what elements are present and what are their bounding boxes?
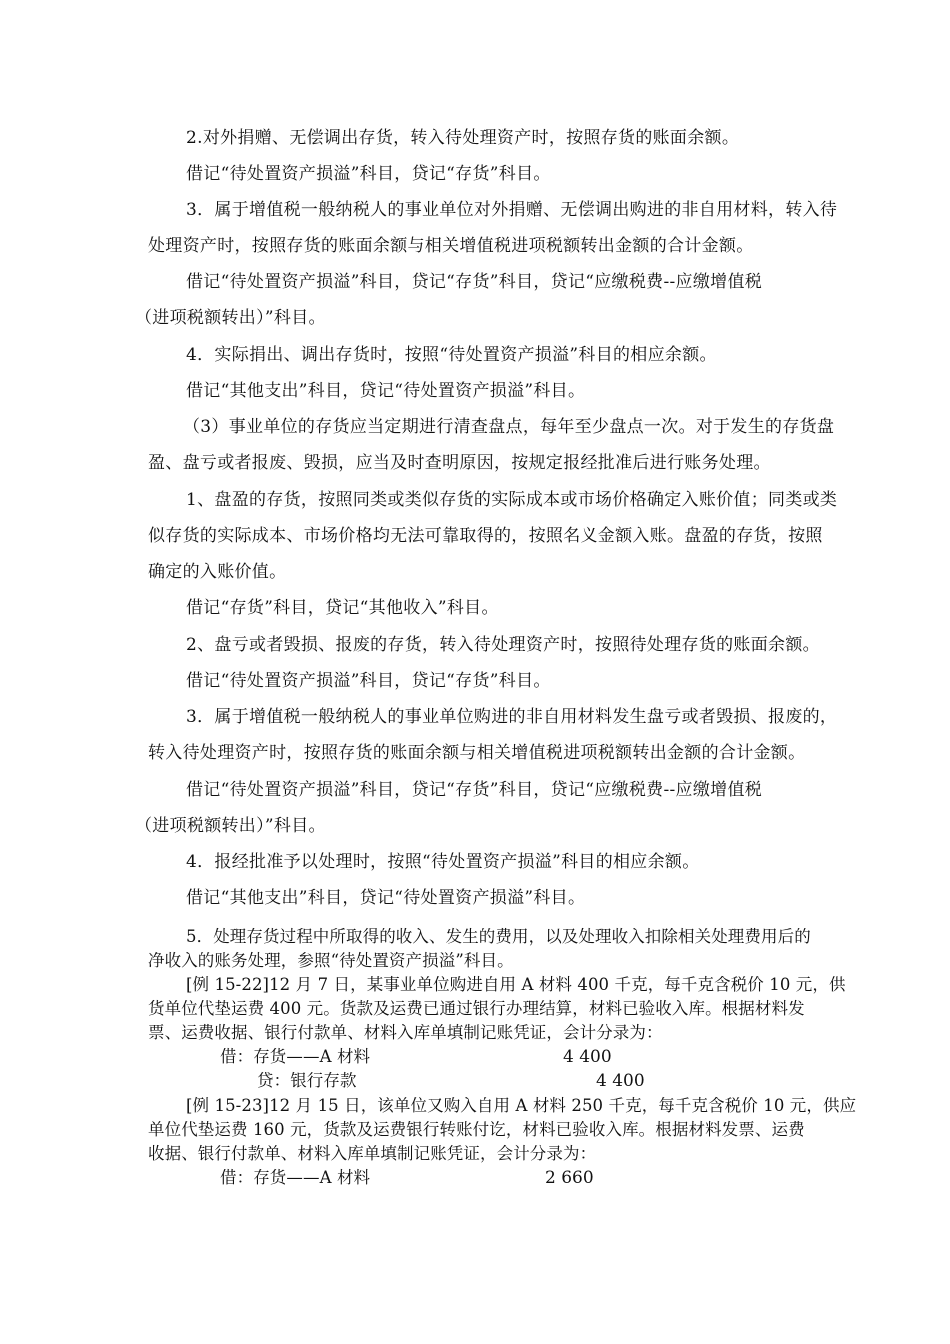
entry-line-cont: （进项税额转出）”科目。 [135, 816, 326, 836]
paragraph-disposal-income-cont: 净收入的账务处理，参照“待处置资产损溢”科目。 [148, 951, 514, 970]
journal-credit-amount: 4 400 [596, 1071, 645, 1091]
journal-debit-line: 借：存货——A 材料 [220, 1168, 371, 1187]
entry-line: 借记“其他支出”科目，贷记“待处置资产损溢”科目。 [186, 381, 586, 401]
paragraph-vat-donation-cont: 处理资产时，按照存货的账面余额与相关增值税进项税额转出金额的合计金额。 [148, 236, 754, 256]
example-15-23-cont: 收据、银行付款单、材料入库单填制记账凭证，会计分录为： [148, 1144, 597, 1163]
paragraph-inventory-check-cont: 盈、盘亏或者报废、毁损，应当及时查明原因，按规定报经批准后进行账务处理。 [148, 453, 771, 473]
example-15-22-cont: 票、运费收据、银行付款单、材料入库单填制记账凭证，会计分录为： [148, 1023, 663, 1042]
entry-line: 借记“待处置资产损溢”科目，贷记“存货”科目。 [186, 671, 551, 691]
journal-debit-line: 借：存货——A 材料 [220, 1047, 371, 1066]
paragraph-shortage: 2、盘亏或者毁损、报废的存货，转入待处理资产时，按照待处理存货的账面余额。 [186, 635, 820, 655]
entry-line-cont: （进项税额转出）”科目。 [135, 308, 326, 328]
journal-credit-line: 贷：银行存款 [257, 1071, 357, 1090]
paragraph-surplus-cont: 确定的入账价值。 [148, 562, 287, 582]
example-15-23-cont: 单位代垫运费 160 元，货款及运费银行转账付讫，材料已验收入库。根据材料发票、运费 [148, 1120, 805, 1139]
paragraph-vat-shortage-cont: 转入待处理资产时，按照存货的账面余额与相关增值税进项税额转出金额的合计金额。 [148, 743, 806, 763]
entry-line: 借记“待处置资产损溢”科目，贷记“存货”科目。 [186, 164, 551, 184]
journal-debit-amount: 4 400 [563, 1047, 612, 1067]
paragraph-approval: 4．报经批准予以处理时，按照“待处置资产损溢”科目的相应余额。 [186, 852, 700, 872]
paragraph-inventory-check: （3）事业单位的存货应当定期进行清查盘点，每年至少盘点一次。对于发生的存货盘 [183, 417, 835, 437]
paragraph-disposal-income: 5．处理存货过程中所取得的收入、发生的费用，以及处理收入扣除相关处理费用后的 [186, 927, 811, 946]
example-15-23: [例 15-23]12 月 15 日，该单位又购入自用 A 材料 250 千克，每千克含税价 10 元，供应 [186, 1096, 857, 1115]
entry-line: 借记“存货”科目，贷记“其他收入”科目。 [186, 598, 499, 618]
paragraph-surplus: 1、盘盈的存货，按照同类或类似存货的实际成本或市场价格确定入账价值；同类或类 [186, 490, 838, 510]
paragraph-actual-donation: 4．实际捐出、调出存货时，按照“待处置资产损溢”科目的相应余额。 [186, 345, 717, 365]
entry-line: 借记“待处置资产损溢”科目，贷记“存货”科目，贷记“应缴税费--应缴增值税 [186, 272, 763, 292]
paragraph-surplus-cont: 似存货的实际成本、市场价格均无法可靠取得的，按照名义金额入账。盘盈的存货，按照 [148, 526, 823, 546]
journal-debit-amount: 2 660 [545, 1168, 594, 1188]
entry-line: 借记“其他支出”科目，贷记“待处置资产损溢”科目。 [186, 888, 586, 908]
paragraph-vat-shortage: 3．属于增值税一般纳税人的事业单位购进的非自用材料发生盘亏或者毁损、报废的， [186, 707, 838, 727]
paragraph-vat-donation: 3．属于增值税一般纳税人的事业单位对外捐赠、无偿调出购进的非自用材料，转入待 [186, 200, 838, 220]
entry-line: 借记“待处置资产损溢”科目，贷记“存货”科目，贷记“应缴税费--应缴增值税 [186, 780, 763, 800]
example-15-22-cont: 货单位代垫运费 400 元。货款及运费已通过银行办理结算，材料已验收入库。根据材料发 [148, 999, 805, 1018]
paragraph-donation-transfer: 2.对外捐赠、无偿调出存货，转入待处理资产时，按照存货的账面余额。 [186, 128, 740, 148]
example-15-22: [例 15-22]12 月 7 日，某事业单位购进自用 A 材料 400 千克，每千克含税价 10 元，供 [186, 975, 846, 994]
